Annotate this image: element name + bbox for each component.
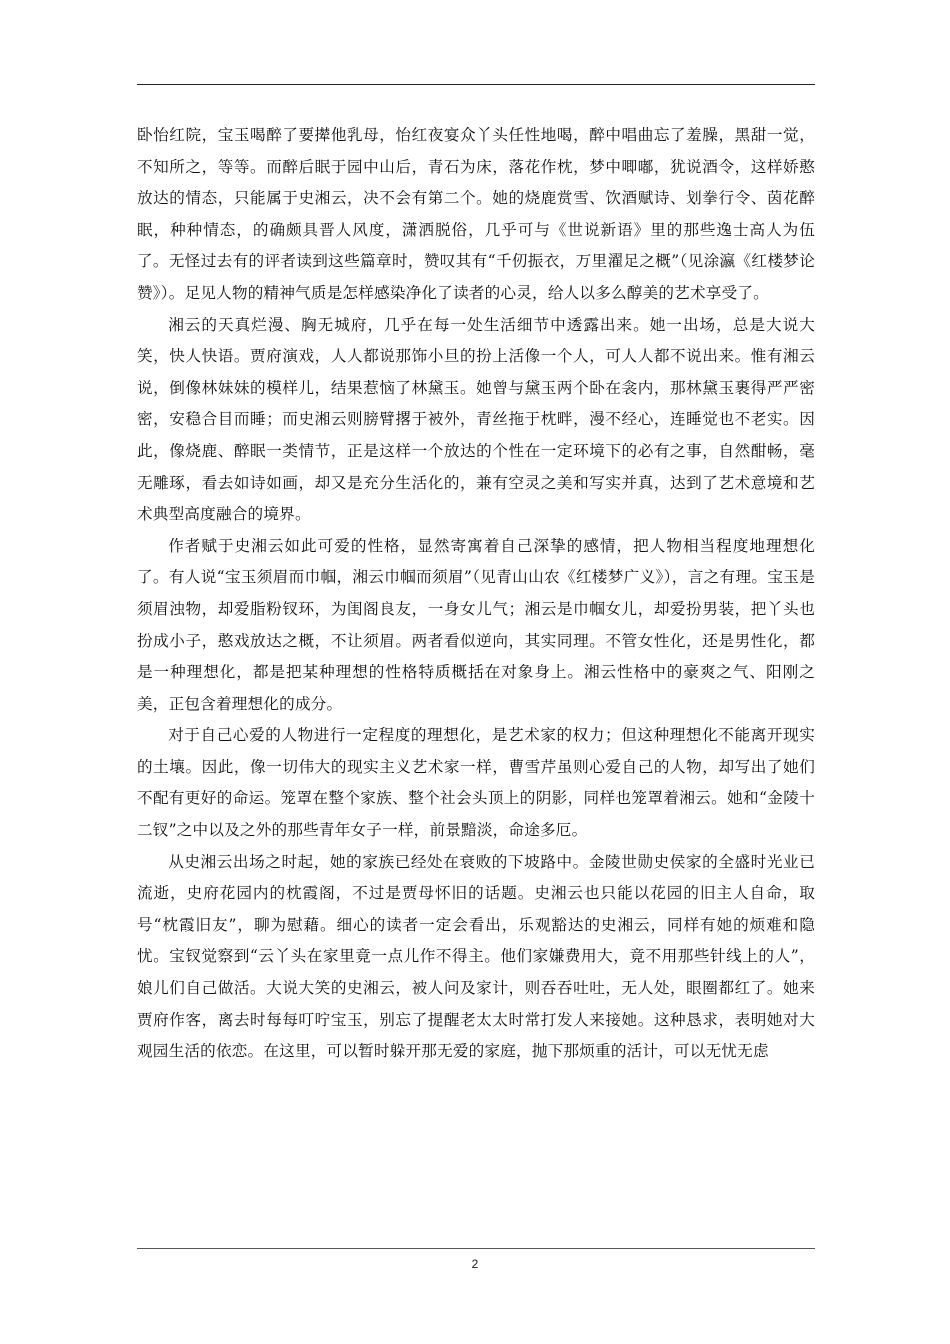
page-number: 2 (471, 1257, 479, 1271)
paragraph-5: 从史湘云出场之时起，她的家族已经处在衰败的下坡路中。金陵世勋史侯家的全盛时光业已流逝，史府花园内的枕霞阁，不过是贾母怀旧的话题。史湘云也只能以花园的旧主人自命，取号“枕霞旧友”，聊为慰藉。细心的读者一定会看出，乐观豁达的史湘云，同样有她的烦难和隐忧。宝钗觉察到“云丫头在家里竟一点儿作不得主。他们家嫌费用大，竟不用那些针线上的人”，娘儿们自己做活。大说大笑的史湘云，被人问及家计，则吞吞吐吐，无人处，眼圈都红了。她来贾府作客，离去时每每叮咛宝玉，别忘了提醒老太太时常打发人来接她。这种恳求，表明她对大观园生活的依恋。在这里，可以暂时躲开那无爱的家庭，抛下那烦重的活计，可以无忧无虑 (137, 852, 815, 1061)
body-text (137, 120, 815, 1068)
paragraph-3: 作者赋于史湘云如此可爱的性格，显然寄寓着自己深挚的感情，把人物相当程度地理想化了。有人说“宝玉须眉而巾帼，湘云巾帼而须眉”（见青山山农《红楼梦广义》），言之有理。宝玉是须眉浊物，却爱脂粉钗环，为闺阁良友，一身女儿气；湘云是巾帼女儿，却爱扮男装，把丫头也扮成小子，憨戏放达之概，不让须眉。两者看似逆向，其实同理。不管女性化，还是男性化，都是一种理想化，都是把某种理想的性格特质概括在对象身上。湘云性格中的豪爽之气、阳刚之美，正包含着理想化的成分。 (137, 536, 815, 713)
paragraph-2: 湘云的天真烂漫、胸无城府，几乎在每一处生活细节中透露出来。她一出场，总是大说大笑，快人快语。贾府演戏，人人都说那饰小旦的扮上活像一个人，可人人都不说出来。惟有湘云说，倒像林妹妹的模样儿，结果惹恼了林黛玉。她曾与黛玉两个卧在衾内，那林黛玉裹得严严密密，安稳合目而睡；而史湘云则膀臂撂于被外，青丝拖于枕畔，漫不经心，连睡觉也不老实。因此，像烧鹿、醉眠一类情节，正是这样一个放达的个性在一定环境下的必有之事，自然酣畅，毫无雕琢，看去如诗如画，却又是充分生活化的，兼有空灵之美和写实并真，达到了艺术意境和艺术典型高度融合的境界。 (137, 315, 815, 524)
paragraph-4: 对于自己心爱的人物进行一定程度的理想化，是艺术家的权力；但这种理想化不能离开现实的土壤。因此，像一切伟大的现实主义艺术家一样，曹雪芹虽则心爱自己的人物，却写出了她们不配有更好的命运。笼罩在整个家族、整个社会头顶上的阴影，同样也笼罩着湘云。她和“金陵十二钗”之中以及之外的那些青年女子一样，前景黯淡，命途多厄。 (137, 726, 815, 840)
header-rule (137, 84, 815, 85)
paragraph-1: 卧怡红院，宝玉喝醉了要撵他乳母，怡红夜宴众丫头任性地喝，醉中唱曲忘了羞臊，黑甜一觉，不知所之，等等。而醉后眠于园中山后，青石为床，落花作枕，梦中唧嘟，犹说酒令，这样娇憨放达的情态，只能属于史湘云，决不会有第二个。她的烧鹿赏雪、饮酒赋诗、划拳行令、茵花醉眠，种种情态，的确颇具晋人风度，潇洒脱俗，几乎可与《世说新语》里的那些逸士高人为伍了。无怪过去有的评者读到这些篇章时，赞叹其有“千仞振衣，万里濯足之概”（见涂瀛《红楼梦论赞》）。足见人物的精神气质是怎样感染净化了读者的心灵，给人以多么醇美的艺术享受了。 (137, 126, 815, 302)
footer-rule (137, 1248, 815, 1249)
